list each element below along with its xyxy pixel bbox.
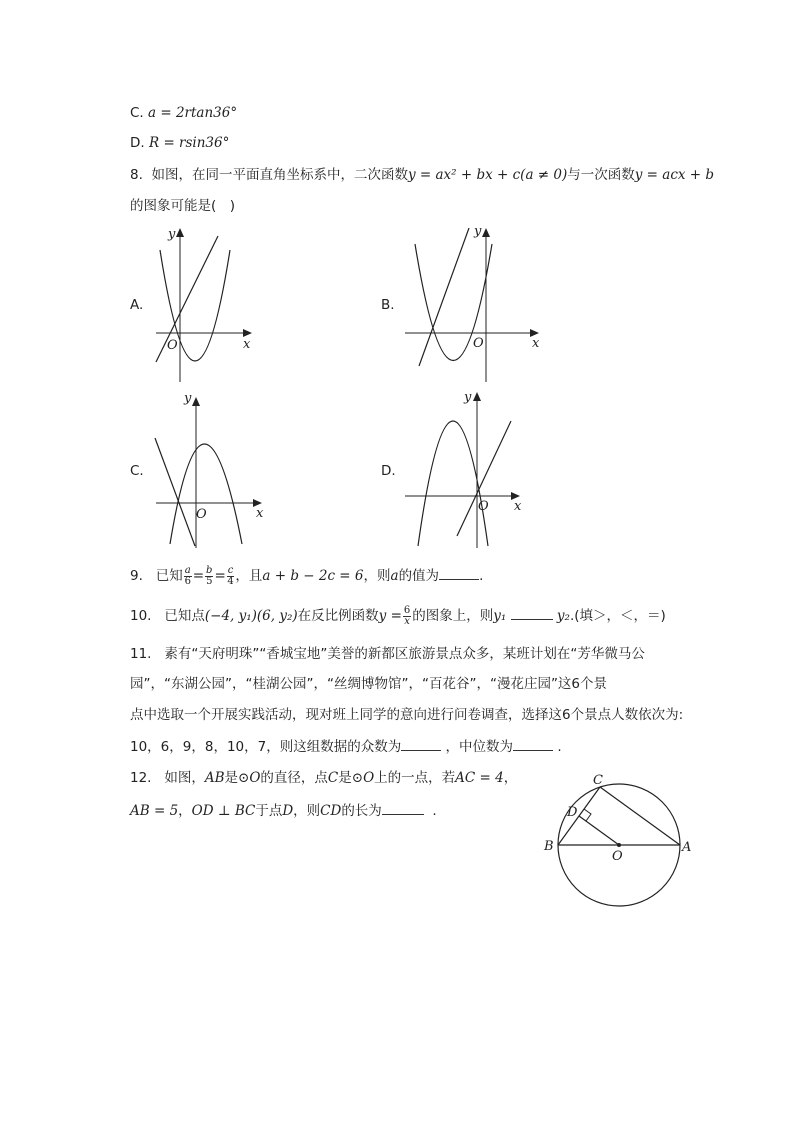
q12-number: 12. (130, 770, 152, 786)
q11-line-3: 点中选取一个开展实践活动，现对班上同学的意向进行问卷调查，选择这6个景点人数依次为: (130, 707, 684, 723)
q8-option-a-label[interactable]: A. (130, 297, 144, 313)
graph-a-x-arrow (243, 329, 252, 337)
q11-line-1: 11. 素有“天府明珠”“香城宝地”美誉的新都区旅游景点众多，某班计划在“芳华微马公 (130, 646, 645, 662)
graph-c-origin: O (196, 507, 207, 522)
label-o: O (612, 849, 623, 864)
q11-line-2: 园”，“东湖公园”，“桂湖公园”，“丝绸博物馆”，“百花谷”，“漫花庄园”这6个景 (130, 676, 608, 692)
q9-answer-blank[interactable] (439, 565, 479, 580)
q10-number: 10. (130, 608, 152, 624)
graph-b-x-label: x (532, 336, 540, 351)
graph-a[interactable] (148, 222, 263, 387)
q8-stem-2: 的图象可能是( ) (130, 198, 236, 214)
q9-number: 9. (130, 568, 143, 584)
graph-a-y-arrow (176, 228, 184, 237)
q11-mode-blank[interactable] (401, 736, 441, 751)
graph-c-y-arrow (192, 397, 200, 406)
q11-number: 11. (130, 646, 152, 662)
graph-c-parabola (170, 444, 242, 544)
q8-option-c-label[interactable]: C. (130, 463, 144, 479)
q10-stem: 10. 已知点(−4, y₁)(6, y₂)在反比例函数y = $\frac{6}{x}$ 的图象上，则y₁ y₂.(填＞，＜，＝) (130, 604, 666, 627)
graph-a-y-label: y (168, 227, 176, 242)
option-c-prev[interactable]: C. a = 2rtan36° (130, 105, 238, 121)
q10-answer-blank[interactable] (511, 605, 553, 620)
graph-b-y-label: y (474, 224, 482, 239)
graph-b-y-arrow (482, 228, 490, 237)
q12-circle-figure[interactable] (540, 770, 700, 905)
graph-b-origin: O (473, 336, 484, 351)
option-d-prev[interactable]: D. R = rsin36° (130, 135, 230, 151)
label-d: D (567, 805, 578, 820)
graph-d-y-arrow (473, 392, 481, 401)
graph-a-x-label: x (243, 337, 251, 352)
q12-line-1: 12. 如图，AB是⊙O的直径，点C是⊙O上的一点，若AC = 4， (130, 770, 518, 786)
graph-b[interactable] (400, 222, 550, 387)
graph-c[interactable] (150, 386, 275, 551)
option-d-expr: R = rsin36° (148, 135, 230, 151)
center-dot (617, 843, 621, 847)
right-angle-mark (584, 809, 591, 821)
graph-c-x-label: x (256, 506, 264, 521)
option-c-expr: a = 2rtan36° (148, 105, 238, 121)
chord-ca (600, 787, 680, 845)
segment-od (579, 816, 619, 845)
q12-line-2: AB = 5，OD ⊥ BC于点D，则CD的长为 . (130, 800, 437, 821)
graph-d[interactable] (400, 386, 535, 551)
graph-d-origin: O (478, 499, 489, 514)
graph-d-y-label: y (464, 390, 472, 405)
graph-c-y-label: y (184, 391, 192, 406)
q8-number: 8. (130, 167, 143, 183)
graph-a-origin: O (167, 338, 178, 353)
graph-c-line (155, 438, 195, 546)
q8-option-b-label[interactable]: B. (381, 297, 395, 313)
graph-b-line (419, 228, 469, 366)
q12-answer-blank[interactable] (382, 800, 424, 815)
label-b: B (544, 839, 554, 854)
q11-median-blank[interactable] (513, 736, 553, 751)
q11-line-4: 10，6，9，8，10，7，则这组数据的众数为 ，中位数为 . (130, 736, 562, 757)
q8-stem: 8. 如图，在同一平面直角坐标系中，二次函数y = ax² + bx + c(a ≠ 0)与一次函数y = acx + b (130, 167, 715, 183)
q8-option-d-label[interactable]: D. (381, 463, 396, 479)
label-a: A (682, 840, 692, 855)
label-c: C (593, 773, 603, 788)
q9-stem: 9. 已知 $\frac{a}{6}$ = $\frac{b}{5}$ = $\frac{c}{4}$ ，且a + b − 2c = 6，则a的值为 . (130, 564, 484, 587)
graph-d-x-label: x (514, 499, 522, 514)
